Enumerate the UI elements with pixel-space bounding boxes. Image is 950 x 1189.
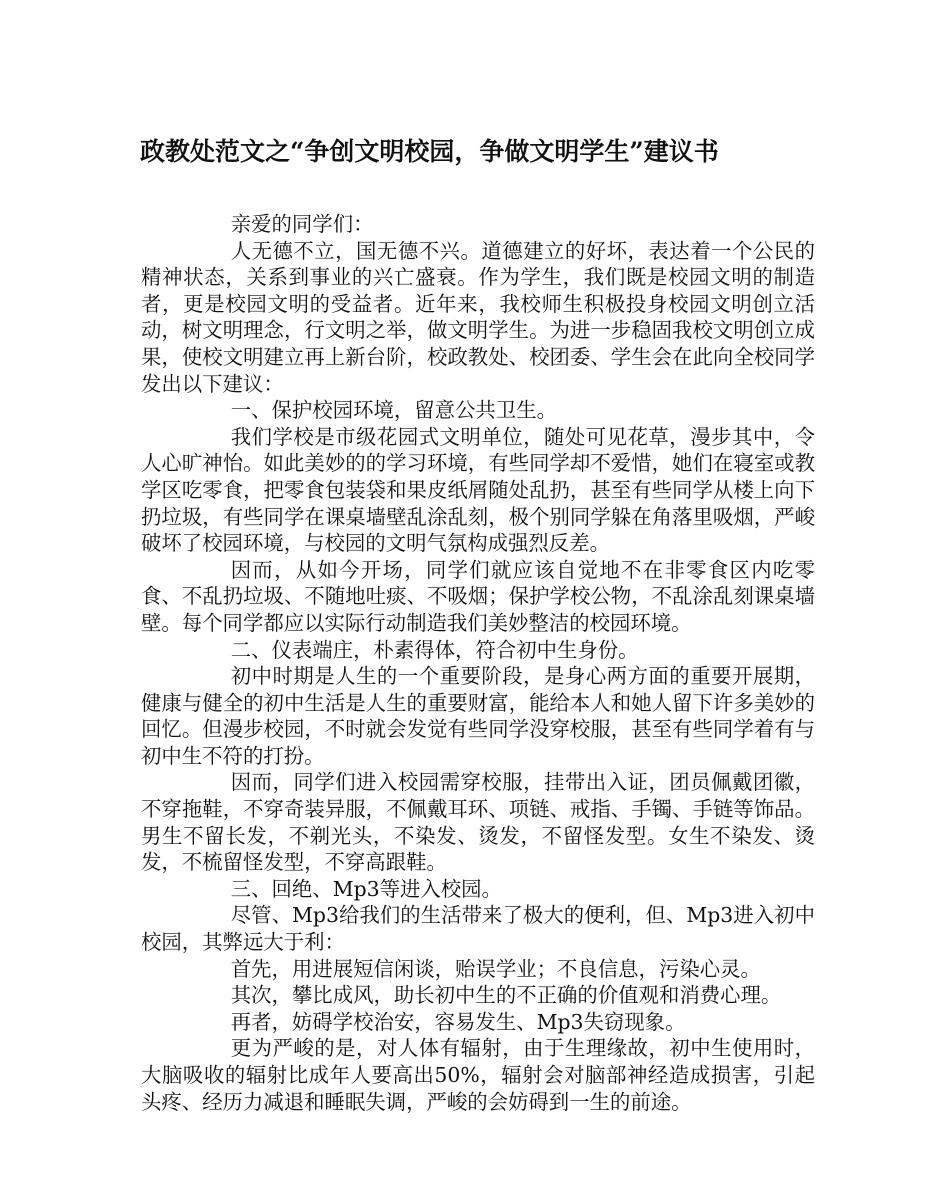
- salutation-paragraph: 亲爱的同学们：: [230, 212, 374, 236]
- section-heading-2: 二、仪表端庄，朴素得体，符合初中生身份。: [230, 637, 639, 662]
- body-paragraph: 因而，从如今开场，同学们就应该自觉地不在非零食区内吃零食、不乱扔垃圾、不随地吐痰、不吸烟；保护学校公物，不乱涂乱刻课桌墙壁。每个同学都应以实际行动制造我们美妙整洁的校园环境。: [141, 557, 815, 635]
- body-paragraph: 我们学校是市级花园式文明单位，随处可见花草，漫步其中，令人心旷神怡。如此美妙的的学习环境，有些同学却不爱惜，她们在寝室或教学区吃零食，把零食包装袋和果皮纸屑随处乱扔，甚至有些同学从楼上向下扔垃圾，有些同学在课桌墙壁乱涂乱刻，极个别同学躲在角落里吸烟，严峻破坏了校园环境，与校园的文明气氛构成强烈反差。: [141, 424, 815, 556]
- body-paragraph: 因而，同学们进入校园需穿校服，挂带出入证，团员佩戴团徽，不穿拖鞋，不穿奇装异服，不佩戴耳环、项链、戒指、手镯、手链等饰品。男生不留长发，不剃光头，不染发、烫发，不留怪发型。女生不染发、烫发，不梳留怪发型，不穿高跟鞋。: [141, 770, 815, 875]
- body-paragraph: 其次，攀比成风，助长初中生的不正确的价值观和消费心理。: [230, 983, 782, 1008]
- body-paragraph: 初中时期是人生的一个重要阶段，是身心两方面的重要开展期，健康与健全的初中生活是人生的重要财富，能给本人和她人留下许多美妙的回忆。但漫步校园，不时就会发觉有些同学没穿校服，甚至有些同学着有与初中生不符的打扮。: [141, 664, 815, 768]
- section-heading-3: 三、回绝、Mp3等进入校园。: [230, 876, 502, 901]
- body-paragraph: 再者，妨碍学校治安，容易发生、Mp3失窃现象。: [230, 1009, 686, 1034]
- body-paragraph: 尽管、Mp3给我们的生活带来了极大的便利，但、Mp3进入初中校园，其弊远大于利：: [141, 903, 815, 955]
- body-paragraph: 首先，用进展短信闲谈，贻误学业；不良信息，污染心灵。: [230, 956, 761, 981]
- intro-paragraph: 人无德不立，国无德不兴。道德建立的好坏，表达着一个公民的精神状态，关系到事业的兴亡盛衰。作为学生，我们既是校园文明的制造者，更是校园文明的受益者。近年来，我校师生积极投身校园文明创立活动，树文明理念，行文明之举，做文明学生。为进一步稳固我校文明创立成果，使校文明建立再上新台阶，校政教处、校团委、学生会在此向全校同学发出以下建议：: [141, 238, 815, 396]
- document-body: [141, 211, 815, 1115]
- document-title: 政教处范文之“争创文明校园，争做文明学生”建议书: [140, 137, 719, 166]
- section-heading-1: 一、保护校园环境，留意公共卫生。: [230, 398, 557, 423]
- body-paragraph: 更为严峻的是，对人体有辐射，由于生理缘故，初中生使用时，大脑吸收的辐射比成年人要高出50%，辐射会对脑部神经造成损害，引起头疼、经历力减退和睡眠失调，严峻的会妨碍到一生的前途。: [141, 1036, 815, 1114]
